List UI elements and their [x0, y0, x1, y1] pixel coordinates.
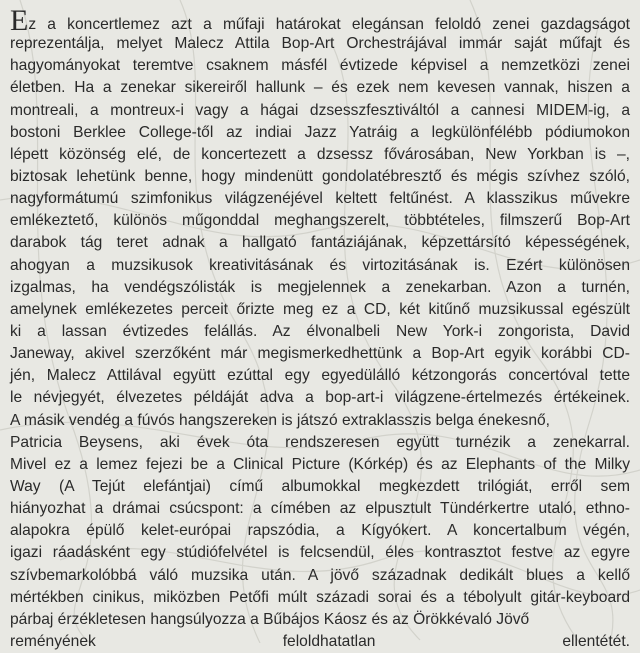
- text-line-content: bostoni Berklee College-től az indiai Jazz Yatráig a legkülönfélébb pódiumokon: [10, 123, 630, 141]
- text-line: [10, 520, 630, 542]
- text-line: [10, 498, 630, 520]
- text-line: [10, 631, 630, 653]
- text-line-content: ahogyan a muzsikusok kreativitásának és virtozitásának is. Ezért különösen: [10, 256, 630, 274]
- text-line: [10, 476, 630, 498]
- text-line: [10, 321, 630, 343]
- text-line: [10, 277, 630, 299]
- text-line-content: reményének feloldhatatlan ellentétét.: [10, 632, 630, 650]
- text-line-content: igazi ráadásként egy stúdiófelvétel is felcsendül, éles kontrasztot festve az egyre: [10, 544, 630, 562]
- text-line-content: A másik vendég a fúvós hangszereken is játszó extraklasszis belga énekesnő,: [10, 411, 551, 429]
- text-line: [10, 4, 630, 37]
- text-line: [10, 122, 630, 144]
- drop-cap: E: [10, 4, 29, 37]
- text-line: [10, 144, 630, 166]
- text-line: [10, 609, 630, 631]
- text-line: [10, 210, 630, 232]
- text-line-content: montreali, a montreux-i vagy a hágai dzsesszfesztiváltól a cannesi MIDEM-ig, a: [10, 101, 630, 119]
- text-line-content: hiányozhat a drámai csúcspont: a címében az elpusztult Tündérkertre utaló, ethno-: [10, 500, 630, 518]
- text-line-content: Patricia Beysens, aki évek óta rendszeresen együtt turnézik a zenekarral.: [10, 433, 630, 451]
- text-line: [10, 33, 630, 55]
- text-line-content: nagyformátumú szimfonikus világzenéjével keltett feltűnést. A klasszikus művekre: [10, 190, 630, 208]
- text-line-content: izgalmas, ha vendégszólisták is megjelennek a zenekarban. Azon a turnén,: [10, 278, 630, 296]
- text-line-content: Way (A Tejút elefántjai) című albumokkal megkezdett trilógiát, erről sem: [10, 477, 630, 495]
- text-line-content: alapokra épülő kelet-európai rapszódia, a Kígyókert. A koncertalbum végén,: [10, 522, 630, 540]
- text-line-content: mértékben cinikus, miközben Petőfi múlt századi sorai és a tébolyult gitár-keyboard: [10, 588, 630, 606]
- text-line: [10, 410, 630, 432]
- text-line: [10, 565, 630, 587]
- text-line-content: le névjegyét, élvezetes példáját adva a bop-art-i világzene-értelmezés értékeinek.: [10, 389, 630, 407]
- text-line: [10, 188, 630, 210]
- text-line-content: párbaj érzékletesen hangsúlyozza a Bűbájos Káosz és az Örökkévaló Jövő: [10, 610, 530, 628]
- text-line-content: életben. Ha a zenekar sikereiről hallunk – és ezek nem kevesen vannak, hiszen a: [10, 79, 630, 97]
- text-line: [10, 343, 630, 365]
- text-line-content: lépett közönség elé, de koncertezett a dzsessz fővárosában, New Yorkban is –,: [10, 145, 630, 163]
- text-line: [10, 587, 630, 609]
- text-line: [10, 77, 630, 99]
- text-line-content: z a koncertlemez azt a műfaji határokat elegánsan feloldó zenei gazdagságot: [28, 16, 630, 33]
- text-line-content: biztosak lehetünk benne, hogy mindenütt gondolatébresztő és mégis szívhez szóló,: [10, 167, 630, 185]
- text-line: [10, 232, 630, 254]
- text-line: [10, 299, 630, 321]
- text-line-content: emlékeztető, különös műgonddal meghangszerelt, többtételes, filmszerű Bop-Art: [10, 212, 630, 230]
- text-line-content: hagyományokat teremtve csaknem másfél évtizede képvisel a nemzetközi zenei: [10, 57, 630, 75]
- article-body: [10, 4, 630, 653]
- text-line: [10, 365, 630, 387]
- text-line-content: Janeway, akivel szerzőként már megismerkedhettünk a Bop-Art egyik korábbi CD-: [10, 345, 630, 363]
- text-line: [10, 166, 630, 188]
- text-line-content: Mivel ez a lemez fejezi be a Clinical Picture (Kórkép) és az Elephants of the Milky: [10, 455, 630, 473]
- text-line-content: amelynek emlékezetes perceit őrizte meg ez a CD, két kitűnő muzsikussal egészült: [10, 300, 630, 318]
- text-line-content: jén, Malecz Attilával együtt ezúttal egy egyedülálló kétzongorás concertóval tette: [10, 367, 630, 385]
- text-line-content: reprezentálja, melyet Malecz Attila Bop-Art Orchestrájával immár saját műfajt és: [10, 35, 630, 53]
- text-line-content: szívbemarkolóbbá váló muzsika után. A jövő századnak dedikált blues a kellő: [10, 566, 630, 584]
- text-line: [10, 432, 630, 454]
- text-line: [10, 255, 630, 277]
- text-line-content: ki a lassan évtizedes felállás. Az élvonalbeli New York-i zongorista, David: [10, 322, 630, 340]
- text-line: [10, 454, 630, 476]
- text-line: [10, 100, 630, 122]
- text-line: [10, 55, 630, 77]
- text-line: [10, 542, 630, 564]
- text-line-content: darabok tág teret adnak a hallgató fantáziájának, képzettársító képességének,: [10, 234, 630, 252]
- text-line: [10, 387, 630, 409]
